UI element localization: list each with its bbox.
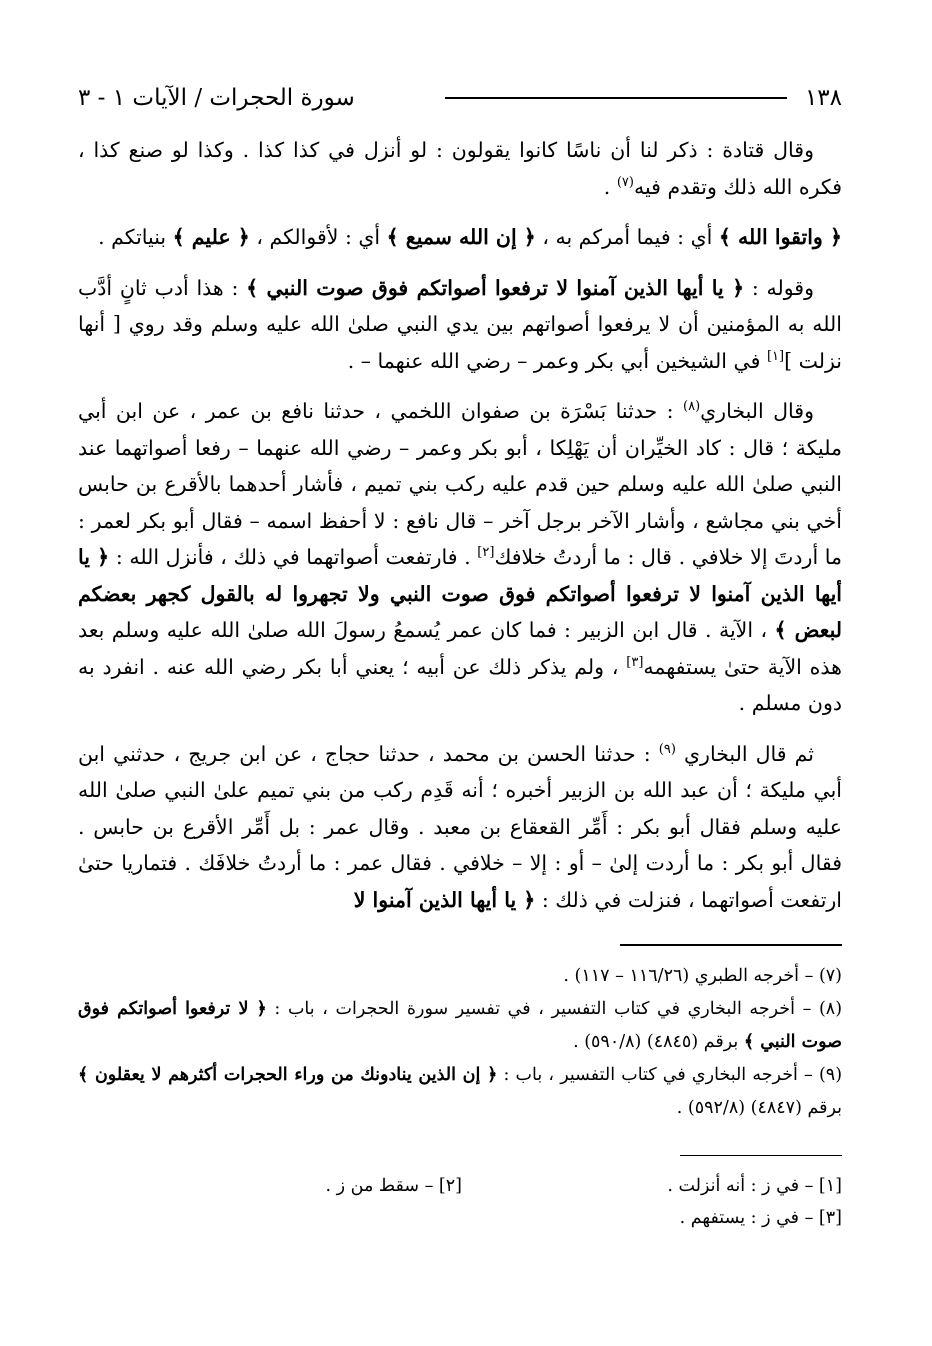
- running-title: سورة الحجرات / الآيات ١ - ٣: [78, 85, 355, 111]
- footnote-divider: [620, 944, 842, 946]
- footnote-ref-9: (٩): [658, 741, 676, 757]
- quran-quote: ﴿ واتقوا الله ﴾: [718, 225, 842, 249]
- note-1: [١] – في ز : أنه أنزلت .: [667, 1176, 842, 1196]
- footnote-ref-7: (٧): [616, 174, 634, 190]
- paragraph-bukhari-2: ثم قال البخاري $^{(٩)}$ : حدثنا الحسن بن محمد ، حدثنا حجاج ، عن ابن جريج ، حدثني ابن أبي مليكة ؛ أن عبد الله بن الزبير أخبره ؛ أنه قَدِم ركب من بني تميم علىٰ النبي صلىٰ الله عليه وسلم فقال أبو بكر : أَمِّر القعقاع بن معبد . وقال عمر : بل أَمِّر الأقرع بن حابس . فقال أبو بكر : ما أردت إلىٰ – أو : إلا – خلافي . فقال عمر : ما أردتُ خلافَك . فتماريا حتىٰ ارتفعت أصواتهما ، فنزلت في ذلك : ﴿ يا أيها الذين آمنوا لا: [78, 741, 842, 912]
- page-number: ١٣٨: [804, 85, 842, 111]
- paragraph-bukhari-1: وقال البخاري$^{(٨)}$ : حدثنا بَسْرَة بن صفوان اللخمي ، حدثنا نافع بن عمر ، عن ابن أبي مليكة ؛ قال : كاد الخيِّران أن يَهْلِكا ، أبو بكر وعمر – رضي الله عنهما – رفعا أصواتهما عند النبي صلىٰ الله عليه وسلم حين قدم عليه ركب بني تميم ، فأشار أحدهما بالأقرع بن حابس أخي بني مجاشع ، وأشار الآخر برجل آخر – قال نافع : لا أحفظ اسمه – فقال أبو بكر لعمر : ما أردتَ إلا خلافي . قال : ما أردتُ خلافك[٢] . فارتفعت أصواتهما في ذلك ، فأنزل الله : ﴿ يا أيها الذين آمنوا لا ترفعوا أصواتكم فوق صوت النبي ولا تجهروا له بالقول كجهر بعضكم لبعض ﴾ ، الآية . قال ابن الزبير : فما كان عمر يُسمعُ رسولَ الله صلىٰ الله عليه وسلم بعد هذه الآية حتىٰ يستفهمه[٣] ، ولم يذكر ذلك عن أبيه ؛ يعني أبا بكر رضي الله عنه . انفرد به دون مسلم .: [78, 399, 843, 715]
- paragraph-adab: وقوله : ﴿ يا أيها الذين آمنوا لا ترفعوا أصواتكم فوق صوت النبي ﴾ : هذا أدب ثانٍ أدَّب الله به المؤمنين أن لا يرفعوا أصواتهم بين يدي النبي صلىٰ الله عليه وسلم وقد روي [ أنها نزلت ][١] في الشيخين أبي بكر وعمر – رضي الله عنهما – .: [78, 275, 842, 373]
- note-ref-1: [١]: [766, 348, 785, 364]
- page: [78, 80, 842, 1234]
- note-ref-2: [٢]: [477, 545, 495, 561]
- quran-quote: ﴿ يا أيها الذين آمنوا لا ترفعوا أصواتكم فوق صوت النبي ﴾: [246, 275, 745, 300]
- quran-quote: ﴿ إن الله سميع ﴾: [386, 225, 536, 249]
- notes-row: [78, 1170, 842, 1202]
- header-rule: [445, 97, 787, 99]
- page-header: [78, 80, 842, 116]
- note-3: [٣] – في ز : يستفهم .: [679, 1208, 842, 1228]
- quran-quote: ﴿ عليم ﴾: [172, 225, 250, 249]
- paragraph-taqwa: ﴿ واتقوا الله ﴾ أي : فيما أمركم به ، ﴿ إن الله سميع ﴾ أي : لأقوالكم ، ﴿ عليم ﴾ بنياتكم .: [98, 225, 842, 249]
- notes-row: [78, 1202, 842, 1234]
- paragraph-qatada: وقال قتادة : ذكر لنا أن ناسًا كانوا يقولون : لو أنزل في كذا كذا . وكذا لو صنع كذا ، فكره الله ذلك وتقدم فيه$^{(٧)}$ .: [78, 138, 842, 199]
- quran-quote: ﴿ يا أيها الذين آمنوا لا ترفعوا أصواتكم فوق صوت النبي ولا تجهروا له بالقول كجهر بعضكم لبعض ﴾: [78, 545, 843, 642]
- footnote-9: (٩) – أخرجه البخاري في كتاب التفسير ، باب : ﴿ إن الذين ينادونك من وراء الحجرات أكثرهم لا يعقلون ﴾ برقم (٤٨٤٧) (٥٩٢/٨) .: [78, 1064, 843, 1118]
- note-2: [٢] – سقط من ز .: [325, 1176, 462, 1196]
- footnote-ref-8: (٨): [683, 399, 701, 415]
- notes-divider: [680, 1155, 842, 1157]
- quran-quote: ﴿ يا أيها الذين آمنوا لا: [353, 887, 536, 912]
- footnote-8: (٨) – أخرجه البخاري في كتاب التفسير ، في تفسير سورة الحجرات ، باب : ﴿ لا ترفعوا أصواتكم فوق صوت النبي ﴾ برقم (٤٨٤٥) (٥٩٠/٨) .: [78, 998, 843, 1052]
- footnote-7: (٧) – أخرجه الطبري (١١٦/٢٦ – ١١٧) .: [563, 965, 842, 986]
- note-ref-3: [٣]: [626, 654, 644, 670]
